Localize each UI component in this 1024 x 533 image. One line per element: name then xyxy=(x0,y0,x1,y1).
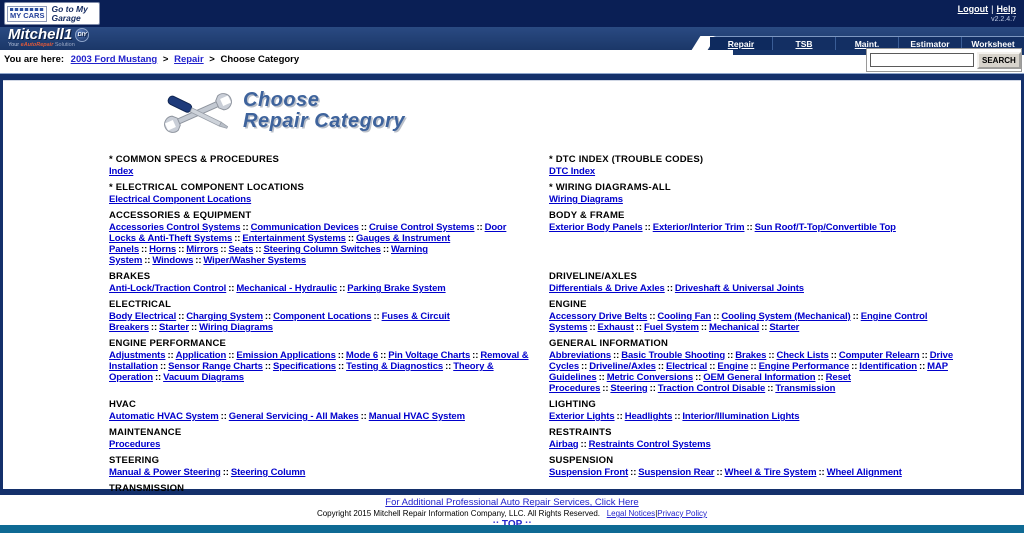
section-heading: * COMMON SPECS & PROCEDURES xyxy=(109,154,280,165)
link-separator: :: xyxy=(159,361,167,372)
footer-copyright-row xyxy=(0,509,1024,518)
category-link-exterior-body-panels[interactable]: Exterior Body Panels xyxy=(549,222,643,233)
section-heading: SUSPENSION xyxy=(549,455,614,466)
section-links xyxy=(549,439,973,450)
category-link-exterior-interior-trim[interactable]: Exterior/Interior Trim xyxy=(652,222,745,233)
pipe-separator: | xyxy=(655,509,658,518)
category-link-door-locks-anti-theft-systems[interactable]: Door Locks & Anti-Theft Systems xyxy=(109,222,507,244)
go-to-my-garage-button[interactable] xyxy=(4,2,100,25)
tab-tsb[interactable] xyxy=(772,37,835,50)
category-link-mode-6[interactable]: Mode 6 xyxy=(345,350,379,361)
section-restraints xyxy=(549,427,973,450)
category-link-horns[interactable]: Horns xyxy=(149,244,177,255)
link-separator: :: xyxy=(222,467,229,478)
category-link-adjustments[interactable]: Adjustments xyxy=(109,350,166,361)
category-link-application[interactable]: Application xyxy=(175,350,227,361)
link-separator: :: xyxy=(750,361,757,372)
category-link-transmission[interactable]: Transmission xyxy=(775,383,836,394)
category-link-specifications[interactable]: Specifications xyxy=(272,361,336,372)
link-separator: :: xyxy=(190,322,198,333)
help-link[interactable]: Help xyxy=(996,4,1016,14)
section-engine-performance xyxy=(109,338,533,394)
category-link-dtc-index[interactable]: DTC Index xyxy=(549,166,596,177)
category-link-gauges-instrument-panels[interactable]: Gauges & Instrument Panels xyxy=(109,233,451,255)
top-bar xyxy=(0,0,1024,27)
my-cars-label: MY CARS xyxy=(10,10,45,20)
link-separator: :: xyxy=(644,222,651,233)
link-separator: :: xyxy=(768,350,775,361)
brand-logo xyxy=(8,28,89,49)
section-heading: GENERAL INFORMATION xyxy=(549,338,669,349)
section-links xyxy=(109,166,533,177)
link-separator: :: xyxy=(220,411,227,422)
category-link-computer-relearn[interactable]: Computer Relearn xyxy=(838,350,920,361)
section-engine xyxy=(549,299,973,333)
link-separator: :: xyxy=(360,222,367,233)
section-electrical xyxy=(109,299,533,333)
section-links xyxy=(549,350,973,394)
link-separator: :: xyxy=(154,372,162,383)
section-heading: * WIRING DIAGRAMS-ALL xyxy=(549,182,671,193)
go-to-garage-label: Go to My Garage xyxy=(51,3,88,23)
search-button[interactable]: SEARCH xyxy=(977,52,1021,69)
link-separator: :: xyxy=(589,322,596,333)
category-link-engine[interactable]: Engine xyxy=(717,361,749,372)
link-separator: :: xyxy=(264,361,271,372)
link-separator: :: xyxy=(817,372,824,383)
category-link-engine-performance[interactable]: Engine Performance xyxy=(758,361,850,372)
privacy-policy-link[interactable]: Privacy Policy xyxy=(657,509,708,518)
section-heading: ENGINE PERFORMANCE xyxy=(109,338,227,349)
link-separator: :: xyxy=(851,361,858,372)
category-link-starter[interactable]: Starter xyxy=(159,322,189,333)
link-separator: :: xyxy=(178,311,185,322)
section-links xyxy=(109,311,533,333)
content-box xyxy=(0,74,1024,495)
category-link-steering[interactable]: Steering xyxy=(610,383,648,394)
link-separator: :: xyxy=(767,383,774,394)
link-separator: :: xyxy=(150,322,158,333)
link-separator: :: xyxy=(380,350,387,361)
tab-label: Worksheet xyxy=(971,38,1015,49)
section-heading: MAINTENANCE xyxy=(109,427,182,438)
category-link-component-locations[interactable]: Component Locations xyxy=(273,311,372,322)
link-separator: :: xyxy=(580,439,587,450)
link-separator: :: xyxy=(167,350,174,361)
category-link-wheel-alignment[interactable]: Wheel Alignment xyxy=(826,467,902,478)
category-link-cooling-fan[interactable]: Cooling Fan xyxy=(657,311,712,322)
link-separator: :: xyxy=(255,244,262,255)
category-link-charging-system[interactable]: Charging System xyxy=(186,311,263,322)
category-link-wiring-diagrams[interactable]: Wiring Diagrams xyxy=(549,194,623,205)
link-separator: :: xyxy=(602,383,609,394)
category-link-drive-cycles[interactable]: Drive Cycles xyxy=(549,350,954,372)
category-link-oem-general-information[interactable]: OEM General Information xyxy=(703,372,816,383)
category-link-reset-procedures[interactable]: Reset Procedures xyxy=(549,372,851,394)
page-title-line2: Repair Category xyxy=(243,110,405,132)
link-separator: :: xyxy=(818,467,825,478)
category-link-entertainment-systems[interactable]: Entertainment Systems xyxy=(242,233,346,244)
my-cars-plate-icon xyxy=(7,6,47,22)
category-link-parking-brake-system[interactable]: Parking Brake System xyxy=(347,283,446,294)
page-title-line1: Choose xyxy=(243,89,320,111)
category-link-driveline-axles[interactable]: Driveline/Axles xyxy=(589,361,656,372)
tab-label: Maint. xyxy=(854,38,880,49)
breadcrumb-separator: > xyxy=(209,54,215,65)
section-links xyxy=(109,411,533,422)
crossed-tools-icon xyxy=(159,90,237,136)
section-heading: HVAC xyxy=(109,399,137,410)
category-link-warning-system[interactable]: Warning System xyxy=(109,244,428,266)
link-separator: :: xyxy=(144,255,151,266)
category-link-windows[interactable]: Windows xyxy=(152,255,194,266)
category-link-testing-diagnostics[interactable]: Testing & Diagnostics xyxy=(346,361,444,372)
category-link-fuses-circuit-breakers[interactable]: Fuses & Circuit Breakers xyxy=(109,311,450,333)
category-link-cooling-system-mechanical[interactable]: Cooling System (Mechanical) xyxy=(721,311,851,322)
section-links xyxy=(549,283,973,294)
breadcrumb-vehicle-link[interactable]: 2003 Ford Mustang xyxy=(70,54,158,65)
link-separator: :: xyxy=(347,233,354,244)
link-separator: :: xyxy=(700,322,707,333)
version-label: v2.2.4.7 xyxy=(991,16,1016,23)
diy-badge-icon: DIY xyxy=(75,28,89,42)
link-separator: :: xyxy=(921,350,928,361)
category-link-basic-trouble-shooting[interactable]: Basic Trouble Shooting xyxy=(621,350,726,361)
link-separator: :: xyxy=(195,255,202,266)
link-separator: :: xyxy=(141,244,148,255)
section-links xyxy=(549,311,973,333)
tab-label: Estimator xyxy=(910,38,950,49)
category-link-mirrors[interactable]: Mirrors xyxy=(186,244,219,255)
category-link-anti-lock-traction-control[interactable]: Anti-Lock/Traction Control xyxy=(109,283,227,294)
link-separator: :: xyxy=(382,244,390,255)
section-common-specs-procedures xyxy=(109,154,533,177)
section-heading: BRAKES xyxy=(109,271,151,282)
section-links xyxy=(549,194,973,205)
section-electrical-component-locations xyxy=(109,182,533,205)
link-separator: :: xyxy=(852,311,859,322)
section-driveline-axles xyxy=(549,271,973,294)
category-link-wiring-diagrams[interactable]: Wiring Diagrams xyxy=(199,322,273,333)
category-link-cruise-control-systems[interactable]: Cruise Control Systems xyxy=(368,222,475,233)
section-heading: * ELECTRICAL COMPONENT LOCATIONS xyxy=(109,182,304,193)
link-separator: :: xyxy=(635,322,642,333)
link-separator: :: xyxy=(337,361,345,372)
category-link-emission-applications[interactable]: Emission Applications xyxy=(236,350,336,361)
section-heading: DRIVELINE/AXLES xyxy=(549,271,637,282)
link-separator: :: xyxy=(472,350,479,361)
link-separator: :: xyxy=(695,372,702,383)
category-link-body-electrical[interactable]: Body Electrical xyxy=(109,311,177,322)
section-links xyxy=(109,350,533,383)
category-link-check-lists[interactable]: Check Lists xyxy=(776,350,829,361)
category-link-driveshaft-universal-joints[interactable]: Driveshaft & Universal Joints xyxy=(674,283,804,294)
category-link-differentials-drive-axles[interactable]: Differentials & Drive Axles xyxy=(549,283,665,294)
category-link-abbreviations[interactable]: Abbreviations xyxy=(549,350,612,361)
link-separator: :: xyxy=(476,222,483,233)
category-link-general-servicing-all-makes[interactable]: General Servicing - All Makes xyxy=(228,411,359,422)
category-link-accessory-drive-belts[interactable]: Accessory Drive Belts xyxy=(549,311,648,322)
section-dtc-index-trouble-codes xyxy=(549,154,973,177)
category-link-theory-operation[interactable]: Theory & Operation xyxy=(109,361,494,383)
section-heading: BODY & FRAME xyxy=(549,210,625,221)
section-body-frame xyxy=(549,210,973,266)
category-link-wiper-washer-systems[interactable]: Wiper/Washer Systems xyxy=(203,255,307,266)
section-heading: ELECTRICAL xyxy=(109,299,172,310)
section-links xyxy=(109,439,533,450)
link-separator: :: xyxy=(360,411,367,422)
link-separator: :: xyxy=(649,311,656,322)
page-title xyxy=(243,90,405,132)
title-row xyxy=(159,90,1021,136)
section-heading: * DTC INDEX (TROUBLE CODES) xyxy=(549,154,704,165)
section-heading: ACCESSORIES & EQUIPMENT xyxy=(109,210,252,221)
section-links xyxy=(549,166,973,177)
pipe-separator: | xyxy=(991,4,994,14)
mitchell1-logo: Mitchell1 DIY xyxy=(8,28,89,42)
section-lighting xyxy=(549,399,973,422)
category-link-electrical[interactable]: Electrical xyxy=(665,361,708,372)
section-heading: LIGHTING xyxy=(549,399,596,410)
link-separator: :: xyxy=(264,311,272,322)
search-box xyxy=(866,48,1022,72)
tab-repair[interactable] xyxy=(710,37,772,50)
link-separator: :: xyxy=(746,222,753,233)
category-link-sun-roof-t-top-convertible-top[interactable]: Sun Roof/T-Top/Convertible Top xyxy=(754,222,896,233)
section-suspension xyxy=(549,455,973,478)
category-link-wheel-tire-system[interactable]: Wheel & Tire System xyxy=(724,467,817,478)
breadcrumb xyxy=(4,54,299,65)
category-link-communication-devices[interactable]: Communication Devices xyxy=(250,222,359,233)
category-link-manual-power-steering[interactable]: Manual & Power Steering xyxy=(109,467,221,478)
category-link-pin-voltage-charts[interactable]: Pin Voltage Charts xyxy=(388,350,471,361)
category-link-exhaust[interactable]: Exhaust xyxy=(597,322,634,333)
footer xyxy=(0,495,1024,525)
link-separator: :: xyxy=(242,222,249,233)
section-heading: TRANSMISSION xyxy=(109,483,185,494)
category-link-engine-control-systems[interactable]: Engine Control Systems xyxy=(549,311,928,333)
brand-tagline: Your eAutoRepair Solution xyxy=(8,42,75,49)
section-steering xyxy=(109,455,533,478)
breadcrumb-separator: > xyxy=(162,54,169,65)
category-link-vacuum-diagrams[interactable]: Vacuum Diagrams xyxy=(163,372,244,383)
category-link-mechanical[interactable]: Mechanical xyxy=(708,322,760,333)
category-link-exterior-lights[interactable]: Exterior Lights xyxy=(549,411,615,422)
section-links xyxy=(109,467,533,478)
link-separator: :: xyxy=(337,350,344,361)
section-maintenance xyxy=(109,427,533,450)
link-separator: :: xyxy=(616,411,623,422)
section-links xyxy=(549,467,973,478)
link-separator: :: xyxy=(716,467,723,478)
section-accessories-equipment xyxy=(109,210,533,266)
link-separator: :: xyxy=(228,283,235,294)
tab-label: TSB xyxy=(795,38,813,49)
section-heading: RESTRAINTS xyxy=(549,427,612,438)
section-links xyxy=(109,222,533,266)
category-link-restraints-control-systems[interactable]: Restraints Control Systems xyxy=(588,439,711,450)
category-link-brakes[interactable]: Brakes xyxy=(735,350,767,361)
link-separator: :: xyxy=(339,283,346,294)
section-links xyxy=(549,411,973,422)
section-links xyxy=(109,283,533,294)
category-link-airbag[interactable]: Airbag xyxy=(549,439,579,450)
link-separator: :: xyxy=(919,361,926,372)
bottom-teal-bar xyxy=(0,525,1024,533)
category-link-identification[interactable]: Identification xyxy=(859,361,918,372)
footer-services-row xyxy=(0,497,1024,508)
copyright-text: Copyright 2015 Mitchell Repair Information Company, LLC. All Rights Reserved. xyxy=(316,509,601,518)
category-link-headlights[interactable]: Headlights xyxy=(624,411,673,422)
breadcrumb-current: Choose Category xyxy=(220,54,300,65)
session-links xyxy=(958,4,1016,14)
search-input[interactable] xyxy=(870,53,974,67)
logout-link[interactable]: Logout xyxy=(957,4,989,14)
category-link-index[interactable]: Index xyxy=(109,166,134,177)
category-link-suspension-front[interactable]: Suspension Front xyxy=(549,467,629,478)
link-separator: :: xyxy=(709,361,716,372)
category-link-mechanical-hydraulic[interactable]: Mechanical - Hydraulic xyxy=(236,283,338,294)
section-hvac xyxy=(109,399,533,422)
link-separator: :: xyxy=(761,322,768,333)
section-links xyxy=(109,194,533,205)
section-heading: STEERING xyxy=(109,455,160,466)
category-link-steering-column[interactable]: Steering Column xyxy=(230,467,306,478)
link-separator: :: xyxy=(581,361,588,372)
breadcrumb-repair-link[interactable]: Repair xyxy=(174,54,204,65)
link-separator: :: xyxy=(713,311,720,322)
category-link-procedures[interactable]: Procedures xyxy=(109,439,161,450)
category-link-accessories-control-systems[interactable]: Accessories Control Systems xyxy=(109,222,241,233)
section-wiring-diagrams-all xyxy=(549,182,973,205)
link-separator: :: xyxy=(220,244,227,255)
category-link-seats[interactable]: Seats xyxy=(228,244,254,255)
link-separator: :: xyxy=(373,311,380,322)
additional-services-link[interactable]: For Additional Professional Auto Repair Services, Click Here xyxy=(385,497,639,508)
link-separator: :: xyxy=(649,383,656,394)
tab-label: Repair xyxy=(727,38,755,49)
link-separator: :: xyxy=(727,350,734,361)
link-separator: :: xyxy=(598,372,605,383)
category-link-electrical-component-locations[interactable]: Electrical Component Locations xyxy=(109,194,252,205)
breadcrumb-prefix: You are here: xyxy=(4,54,65,65)
section-heading: ENGINE xyxy=(549,299,587,310)
link-separator: :: xyxy=(234,233,241,244)
category-link-metric-conversions[interactable]: Metric Conversions xyxy=(606,372,694,383)
link-separator: :: xyxy=(666,283,673,294)
section-brakes xyxy=(109,271,533,294)
link-separator: :: xyxy=(830,350,837,361)
category-grid xyxy=(109,154,1021,506)
category-link-sensor-range-charts[interactable]: Sensor Range Charts xyxy=(168,361,263,372)
link-separator: :: xyxy=(178,244,185,255)
category-link-interior-illumination-lights[interactable]: Interior/Illumination Lights xyxy=(682,411,800,422)
category-link-steering-column-switches[interactable]: Steering Column Switches xyxy=(263,244,381,255)
link-separator: :: xyxy=(630,467,637,478)
link-separator: :: xyxy=(657,361,664,372)
category-link-suspension-rear[interactable]: Suspension Rear xyxy=(638,467,715,478)
link-separator: :: xyxy=(613,350,620,361)
legal-notices-link[interactable]: Legal Notices xyxy=(606,509,656,518)
link-separator: :: xyxy=(445,361,452,372)
category-link-fuel-system[interactable]: Fuel System xyxy=(643,322,699,333)
category-link-manual-hvac-system[interactable]: Manual HVAC System xyxy=(368,411,465,422)
category-link-removal-installation[interactable]: Removal & Installation xyxy=(109,350,529,372)
category-link-traction-control-disable[interactable]: Traction Control Disable xyxy=(657,383,766,394)
link-separator: :: xyxy=(674,411,681,422)
section-general-information xyxy=(549,338,973,394)
category-link-automatic-hvac-system[interactable]: Automatic HVAC System xyxy=(109,411,219,422)
section-links xyxy=(549,222,973,233)
category-link-starter[interactable]: Starter xyxy=(769,322,800,333)
link-separator: :: xyxy=(228,350,235,361)
category-link-map-guidelines[interactable]: MAP Guidelines xyxy=(549,361,948,383)
